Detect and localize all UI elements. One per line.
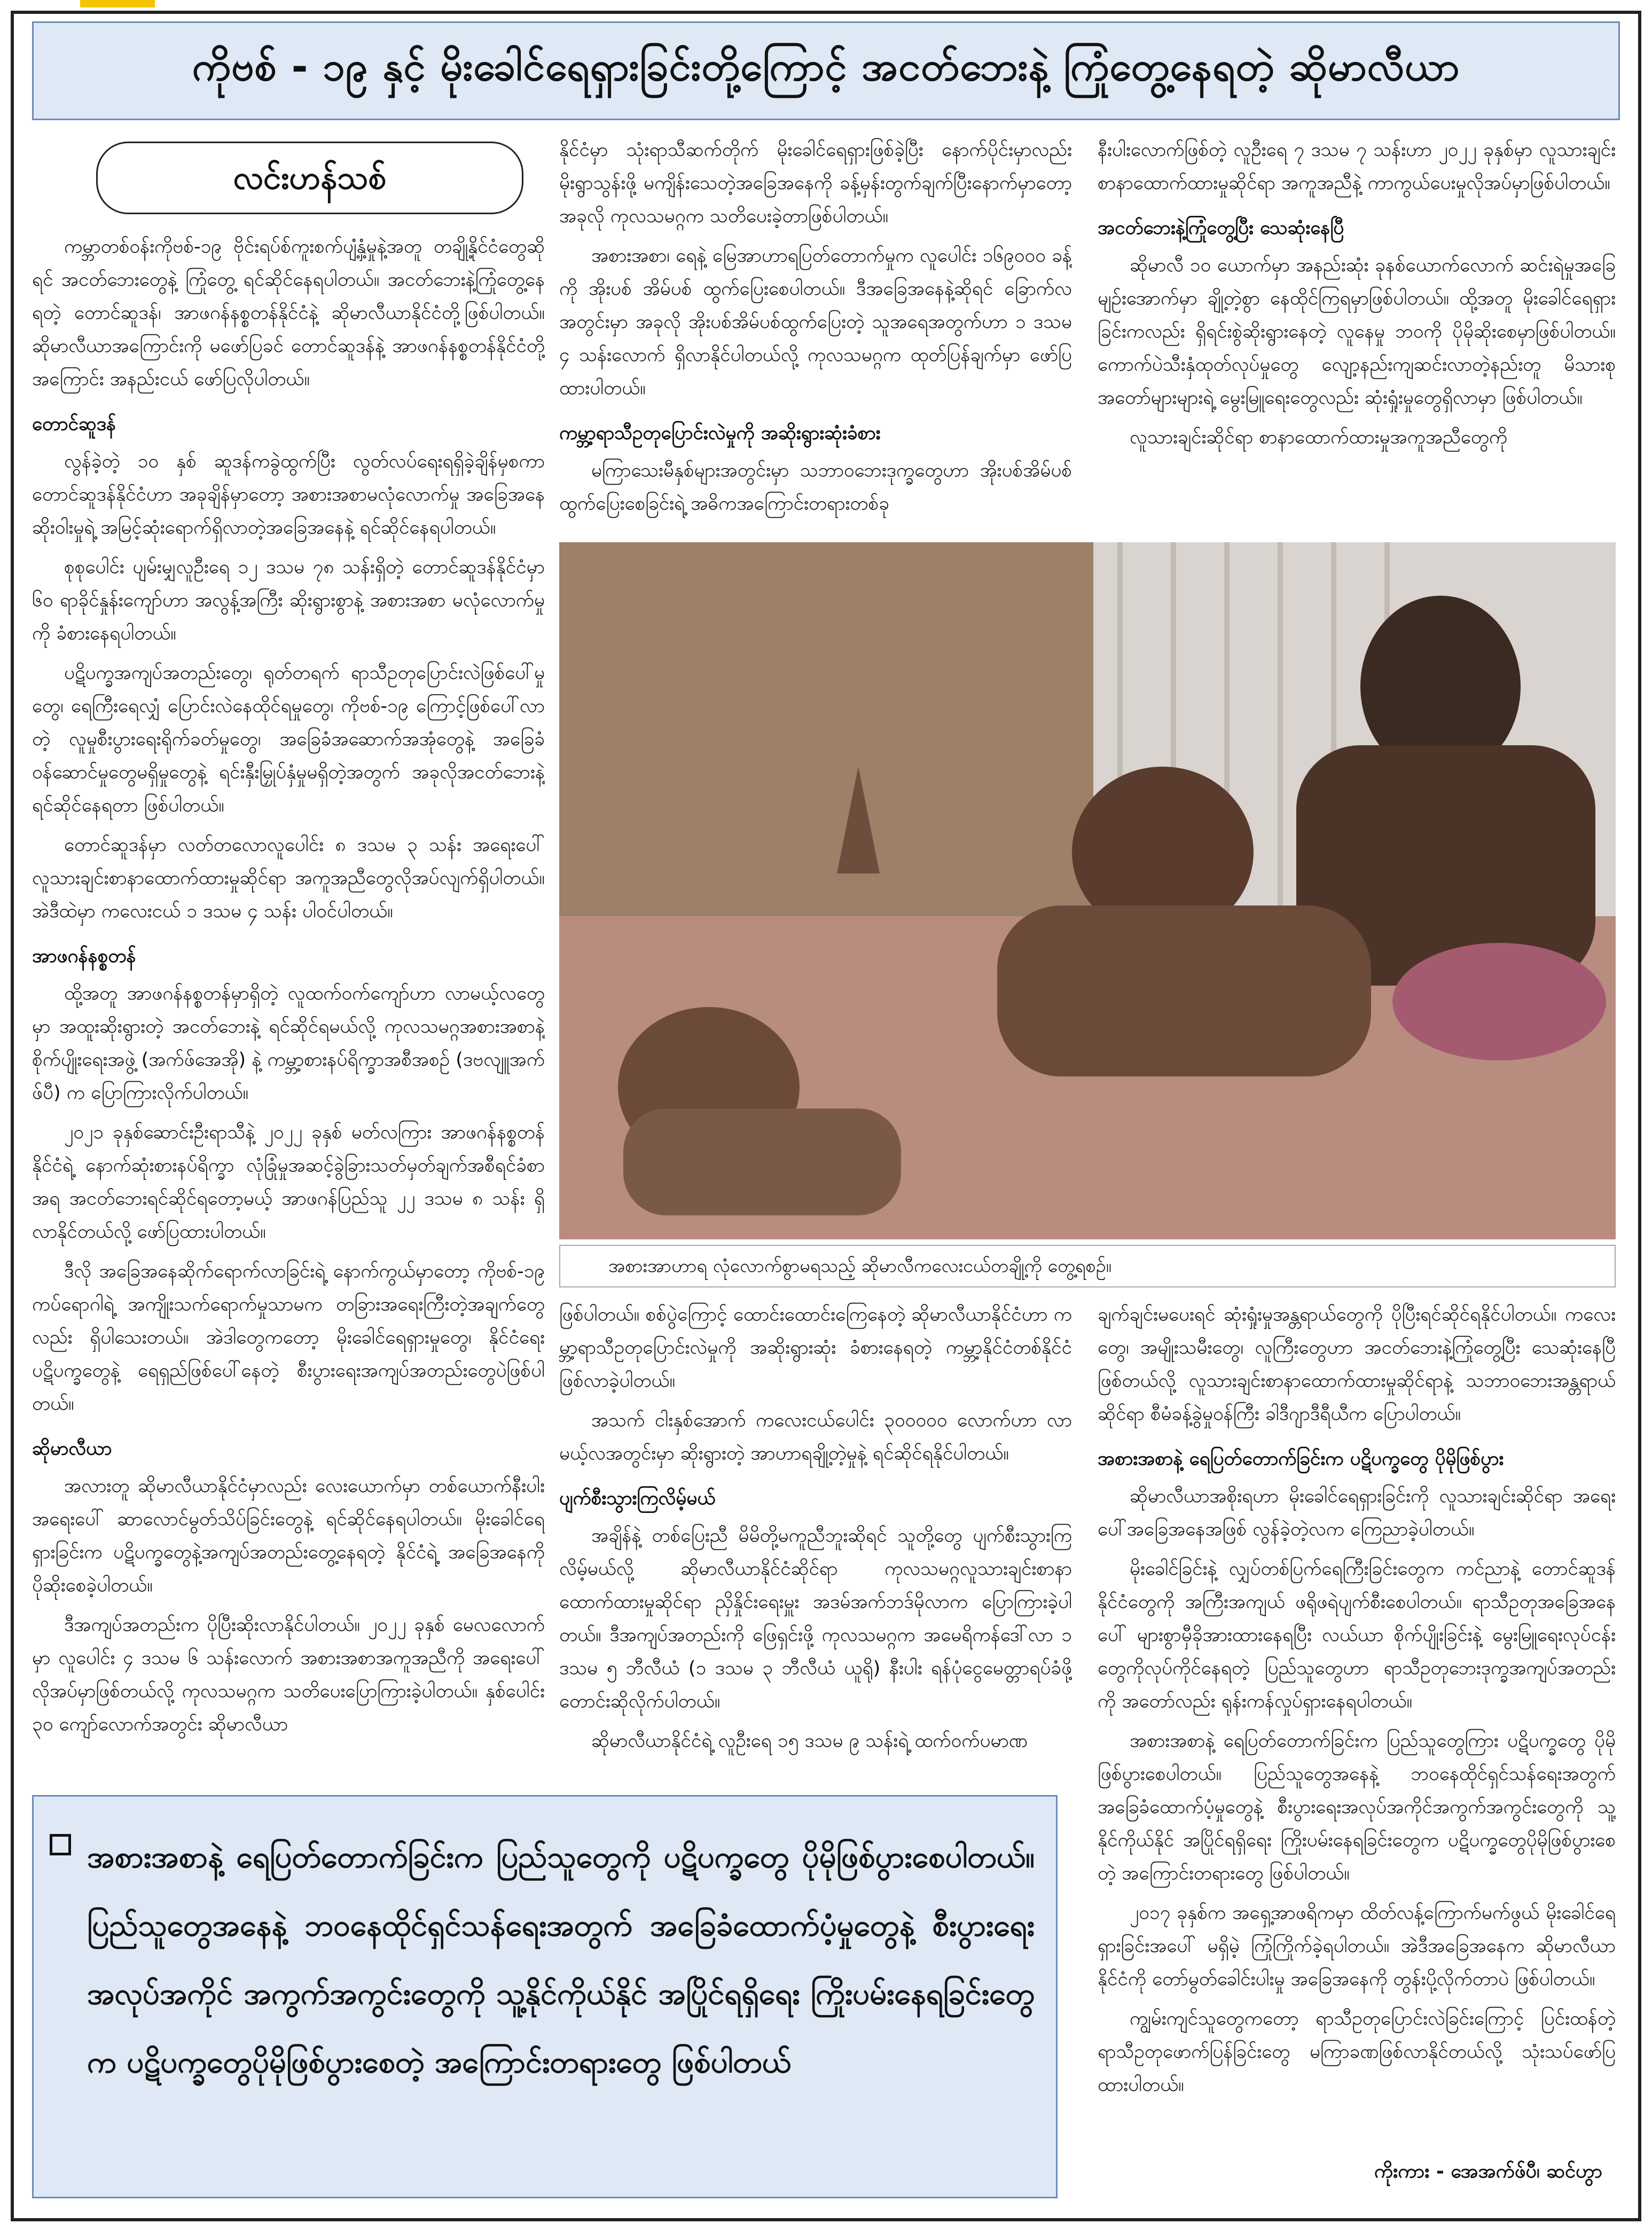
paragraph: ဆိုမာလီယာအစိုးရဟာ မိုးခေါင်ရေရှားခြင်းကို လူသားချင်းဆိုင်ရာ အရေးပေါ်အခြေအနေအဖြစ် လွန်ခဲ့တဲ့လက ကြေညာခဲ့ပါတယ်။ bbox=[1098, 1486, 1616, 1540]
column-2-lower bbox=[559, 1298, 1072, 1779]
section-heading: အစားအစာနဲ့ ရေပြတ်တောက်ခြင်းက ပဋိပက္ခတွေ ပိုမိုဖြစ်ပွား bbox=[1098, 1448, 1504, 1470]
paragraph: စုစုပေါင်း ပျမ်းမျှလူဦးရေ ၁၂ ဒသမ ၇၈ သန်းရှိတဲ့ တောင်ဆူဒန်နိုင်ငံမှာ ၆၀ ရာခိုင်နှုန်းကျော်ဟာ အလွန့်အကြီး ဆိုးရွားစွာနဲ့ အစားအစာ မလုံလောက်မှုကို ခံစားနေရပါတယ်။ bbox=[32, 557, 545, 644]
paragraph: ဒီအကျပ်အတည်းက ပိုပြီးဆိုးလာနိုင်ပါတယ်။ ၂၀၂၂ ခုနှစ် မေလလောက်မှာ လူပေါင်း ၄ ဒသမ ၆ သန်းလောက် အစားအစာအကူအညီကို အရေးပေါ်လိုအပ်မှာဖြစ်တယ်လို့ ကုလသမဂ္ဂက သတိပေးပြောကြားခဲ့ပါတယ်။ နှစ်ပေါင်း ၃၀ ကျော်လောက်အတွင်း ဆိုမာလီယာ bbox=[32, 1614, 545, 1735]
paragraph: မကြာသေးမီနှစ်များအတွင်းမှာ သဘာဝဘေးဒုက္ခတွေဟာ အိုးပစ်အိမ်ပစ်ထွက်ပြေးစေခြင်းရဲ့ အဓိကအကြောင်းတရားတစ်ခု bbox=[559, 460, 1072, 514]
column-2-body bbox=[559, 134, 1072, 520]
pull-quote-box bbox=[32, 1795, 1058, 2198]
checkbox-square-icon bbox=[50, 1834, 71, 1855]
source-credit: ကိုးကား - အေအက်ဖ်ပီ၊ ဆင်ဟွာ bbox=[1374, 2160, 1602, 2182]
paragraph: အစားအစာနဲ့ ရေပြတ်တောက်ခြင်းက ပြည်သူတွေကြား ပဋိပက္ခတွေ ပိုမိုဖြစ်ပွားစေပါတယ်။ ပြည်သူတွေအနေနဲ့ ဘဝနေထိုင်ရှင်သန်ရေးအတွက် အခြေခံထောက်ပံ့မှုတွေနဲ့ စီးပွားရေးအလုပ်အကိုင်အကွက်အကွင်းတွေကို သူ့နိုင်ကိုယ်နိုင် အပြိုင်ရရှိရေး ကြိုးပမ်းနေရခြင်းတွေက ပဋိပက္ခတွေပိုမိုဖြစ်ပွားစေတဲ့ အကြောင်းတရားတွေ ဖြစ်ပါတယ်။ bbox=[1098, 1730, 1616, 1884]
paragraph: လူသားချင်းဆိုင်ရာ စာနာထောက်ထားမှုအကူအညီတွေကို bbox=[1130, 427, 1508, 448]
paragraph: အသက် ငါးနှစ်အောက် ကလေးငယ်ပေါင်း ၃၀၀၀၀၀ လောက်ဟာ လာမယ့်လအတွင်းမှာ ဆိုးရွားတဲ့ အာဟာရချို့တဲ့မှုနဲ့ ရင်ဆိုင်ရနိုင်ပါတယ်။ bbox=[559, 1410, 1072, 1464]
paragraph: လွန်ခဲ့တဲ့ ၁၀ နှစ် ဆူဒန်ကခွဲထွက်ပြီး လွတ်လပ်ရေးရရှိခဲ့ချိန်မှစကာ တောင်ဆူဒန်နိုင်ငံဟာ အခုချိန်မှာတော့ အစားအစာမလုံလောက်မှု အခြေအနေဆိုးဝါးမှုရဲ့ အမြင့်ဆုံးရောက်ရှိလာတဲ့အခြေအနေနဲ့ ရင်ဆိုင်နေရပါတယ်။ bbox=[32, 451, 545, 539]
section-heading: အငတ်ဘေးနဲ့ကြုံတွေ့ပြီး သေဆုံးနေပြီ bbox=[1098, 217, 1344, 239]
headline-banner bbox=[32, 21, 1620, 120]
column-1-body bbox=[32, 230, 545, 1741]
paragraph: တောင်ဆူဒန်မှာ လတ်တလောလူပေါင်း ၈ ဒသမ ၃ သန်း အရေးပေါ်လူသားချင်းစာနာထောက်ထားမှုဆိုင်ရာ အကူအညီတွေလိုအပ်လျက်ရှိပါတယ်။ အဲဒီထဲမှာ ကလေးငယ် ၁ ဒသမ ၄ သန်း ပါဝင်ပါတယ်။ bbox=[32, 834, 545, 922]
paragraph: ဖြစ်ပါတယ်။ စစ်ပွဲကြောင့် ထောင်းထောင်းကြေနေတဲ့ ဆိုမာလီယာနိုင်ငံဟာ ကမ္ဘာ့ရာသီဥတုပြောင်းလဲမှုကို အဆိုးရွားဆုံး ခံစားနေရတဲ့ ကမ္ဘာ့နိုင်ငံတစ်နိုင်ငံ ဖြစ်လာခဲ့ပါတယ်။ bbox=[559, 1304, 1072, 1392]
column-3-lower bbox=[1098, 1298, 1616, 2153]
byline: လင်းဟန်သစ် bbox=[233, 159, 387, 197]
headline: ကိုဗစ် - ၁၉ နှင့် မိုးခေါင်ရေရှားခြင်းတို့ကြောင့် အငတ်ဘေးနဲ့ ကြုံတွေ့နေရတဲ့ ဆိုမာလီယာ bbox=[192, 44, 1460, 90]
column-3-lower-body bbox=[1098, 1298, 1616, 2102]
paragraph: ၂၀၁၇ ခုနှစ်က အရှေ့အာဖရိကမှာ ထိတ်လန့်ကြောက်မက်ဖွယ် မိုးခေါင်ရေရှားခြင်းအပေါ် မရှိမဲ့ ကြုံကြိုက်ခဲ့ရပါတယ်။ အဲဒီအခြေအနေက ဆိုမာလီယာနိုင်ငံကို တော်မွတ်ခေါင်းပါးမှု အခြေအနေကို တွန်းပို့လိုက်တာပဲ ဖြစ်ပါတယ်။ bbox=[1098, 1902, 1616, 1990]
paragraph: ပဋိပက္ခအကျပ်အတည်းတွေ၊ ရုတ်တရက် ရာသီဥတုပြောင်းလဲဖြစ်ပေါ်မှုတွေ၊ ရေကြီးရေလျှံ ပြောင်းလဲနေထိုင်ရမှုတွေ၊ ကိုဗစ်-၁၉ ကြောင့်ဖြစ်ပေါ်လာတဲ့ လူမှုစီးပွားရေးရိုက်ခတ်မှုတွေ၊ အခြေခံအဆောက်အအုံတွေနဲ့ အခြေခံဝန်ဆောင်မှုတွေမရှိမှုတွေနဲ့ ရင်းနှီးမြှုပ်နှံမှုမရှိတဲ့အတွက် အခုလိုအငတ်ဘေးနဲ့ ရင်ဆိုင်နေရတာ ဖြစ်ပါတယ်။ bbox=[32, 662, 545, 816]
paragraph: ဆိုမာလီယာနိုင်ငံရဲ့ လူဦးရေ ၁၅ ဒသမ ၉ သန်းရဲ့ ထက်ဝက်ပမာဏ bbox=[591, 1730, 1028, 1752]
photo-caption: အစားအာဟာရ လုံလောက်စွာမရသည့် ဆိုမာလီကလေးငယ်တချို့ကို တွေ့ရစဉ်။ bbox=[559, 1245, 1616, 1287]
section-heading: တောင်ဆူဒန် bbox=[32, 413, 116, 435]
article-photo bbox=[559, 542, 1616, 1239]
photo-illustration bbox=[559, 542, 1616, 1239]
byline-badge bbox=[96, 142, 523, 214]
top-accent-bar bbox=[80, 0, 155, 7]
paragraph: ဒီလို အခြေအနေဆိုက်ရောက်လာခြင်းရဲ့ နောက်ကွယ်မှာတော့ ကိုဗစ်-၁၉ ကပ်ရောဂါရဲ့ အကျိုးသက်ရောက်မှုသာမက တခြားအရေးကြီးတဲ့အချက်တွေလည်း ရှိပါသေးတယ်။ အဲဒါတွေကတော့ မိုးခေါင်ရေရှားမှုတွေ၊ နိုင်ငံရေးပဋိပက္ခတွေနဲ့ ရေရှည်ဖြစ်ပေါ်နေတဲ့ စီးပွားရေးအကျပ်အတည်းတွေပဲဖြစ်ပါတယ်။ bbox=[32, 1261, 545, 1415]
paragraph: အချိန်နဲ့ တစ်ပြေးညီ မိမိတို့မကူညီဘူးဆိုရင် သူတို့တွေ ပျက်စီးသွားကြလိမ့်မယ်လို့ ဆိုမာလီယာနိုင်ငံဆိုင်ရာ ကုလသမဂ္ဂလူသားချင်းစာနာထောက်ထားမှုဆိုင်ရာ ညှိနှိုင်းရေးမှူး အဒမ်အက်ဘဒ်မိုလာက ပြောကြားခဲ့ပါတယ်။ ဒီအကျပ်အတည်းကို ဖြေရှင်းဖို့ ကုလသမဂ္ဂက အမေရိကန်ဒေါ်လာ ၁ ဒသမ ၅ ဘီလီယံ (၁ ဒသမ ၃ ဘီလီယံ ယူရို) နီးပါး ရန်ပုံငွေမေတ္တာရပ်ခံဖို့ တောင်းဆိုလိုက်ပါတယ်။ bbox=[559, 1525, 1072, 1712]
paragraph: ကမ္ဘာတစ်ဝန်းကိုဗစ်-၁၉ ဗိုင်းရပ်စ်ကူးစက်ပျံ့နှံ့မှုနဲ့အတူ တချို့နိုင်ငံတွေဆိုရင် အငတ်ဘေးတွေနဲ့ ကြုံတွေ့ ရင်ဆိုင်နေရပါတယ်။ အငတ်ဘေးနဲ့ကြုံတွေ့နေရတဲ့ တောင်ဆူဒန်၊ အာဖဂန်နစ္စတန်နိုင်ငံနဲ့ ဆိုမာလီယာနိုင်ငံတို့ဖြစ်ပါတယ်။ ဆိုမာလီယာအကြောင်းကို မဖော်ပြခင် တောင်ဆူဒန်နဲ့ အာဖဂန်နစ္စတန်နိုင်ငံတို့အကြောင်း အနည်းငယ် ဖော်ပြလိုပါတယ်။ bbox=[32, 236, 545, 390]
paragraph: အစားအစာ၊ ရေနဲ့ မြေအာဟာရပြတ်တောက်မှုက လူပေါင်း ၁၆၉၀၀၀ ခန့်ကို အိုးပစ် အိမ်ပစ် ထွက်ပြေးစေပါတယ်။ ဒီအခြေအနေနဲ့ဆိုရင် ခြောက်လအတွင်းမှာ အခုလို အိုးပစ်အိမ်ပစ်ထွက်ပြေးတဲ့ သူအရေအတွက်ဟာ ၁ ဒသမ ၄ သန်းလောက် ရှိလာနိုင်ပါတယ်လို့ ကုလသမဂ္ဂက ထုတ်ပြန်ချက်မှာ ဖော်ပြထားပါတယ်။ bbox=[559, 245, 1072, 399]
pull-quote-text: အစားအစာနဲ့ ရေပြတ်တောက်ခြင်းက ပြည်သူတွေကို ပဋိပက္ခတွေ ပိုမိုဖြစ်ပွားစေပါတယ်။ ပြည်သူတွေအနေနဲ့ ဘဝနေထိုင်ရှင်သန်ရေးအတွက် အခြေခံထောက်ပံ့မှုတွေနဲ့ စီးပွားရေးအလုပ်အကိုင် အကွက်အကွင်းတွေကို သူ့နိုင်ကိုယ်နိုင် အပြိုင်ရရှိရေး ကြိုးပမ်းနေရခြင်းတွေက ပဋိပက္ခတွေပိုမိုဖြစ်ပွားစေတဲ့ အကြောင်းတရားတွေ ဖြစ်ပါတယ် bbox=[87, 1840, 1035, 2080]
section-heading: အာဖဂန်နစ္စတန် bbox=[32, 946, 136, 967]
column-2 bbox=[559, 134, 1072, 540]
column-3 bbox=[1098, 134, 1616, 540]
paragraph: ဆိုမာလီ ၁၀ ယောက်မှာ အနည်းဆုံး ခုနစ်ယောက်လောက် ဆင်းရဲမှုအခြေမျဉ်းအောက်မှာ ချို့တဲ့စွာ နေထိုင်ကြရမှာဖြစ်ပါတယ်။ ထို့အတူ မိုးခေါင်ရေရှားခြင်းကလည်း ရှိရင်းစွဲဆိုးရွားနေတဲ့ လူနေမှု ဘဝကို ပိုမိုဆိုးစေမှာဖြစ်ပါတယ်။ ကောက်ပဲသီးနှံထုတ်လုပ်မှုတွေ လျော့နည်းကျဆင်းလာတဲ့နည်းတူ မိသားစုအတော်များများရဲ့ မွေးမြူရေးတွေလည်း ဆုံးရှုံးမှုတွေရှိလာမှာ ဖြစ်ပါတယ်။ bbox=[1098, 255, 1616, 409]
paragraph: ချက်ချင်းမပေးရင် ဆုံးရှုံးမှုအန္တရာယ်တွေကို ပိုပြီးရင်ဆိုင်ရနိုင်ပါတယ်။ ကလေးတွေ၊ အမျိုးသမီးတွေ၊ လူကြီးတွေဟာ အငတ်ဘေးနဲ့ကြုံတွေ့ပြီး သေဆုံးနေပြီဖြစ်တယ်လို့ လူသားချင်းစာနာထောက်ထားမှုဆိုင်ရာနဲ့ သဘာဝဘေးအန္တရာယ်ဆိုင်ရာ စီမံခန့်ခွဲမှုဝန်ကြီး ခါဒီဂျာဒီရီယီက ပြောပါတယ်။ bbox=[1098, 1304, 1616, 1425]
column-1 bbox=[32, 134, 545, 1779]
paragraph: ကျွမ်းကျင်သူတွေကတော့ ရာသီဥတုပြောင်းလဲခြင်းကြောင့် ပြင်းထန်တဲ့ ရာသီဥတုဖောက်ပြန်ခြင်းတွေ မကြာခဏဖြစ်လာနိုင်တယ်လို့ သုံးသပ်ဖော်ပြထားပါတယ်။ bbox=[1098, 2008, 1616, 2096]
paragraph: မိုးခေါင်ခြင်းနဲ့ လျှပ်တစ်ပြက်ရေကြီးခြင်းတွေက ကင်ညာနဲ့ တောင်ဆူဒန်နိုင်ငံတွေကို အကြီးအကျယ် ဖရိုဖရဲပျက်စီးစေပါတယ်။ ရာသီဥတုအခြေအနေပေါ် များစွာမှီခိုအားထားနေရပြီး လယ်ယာ စိုက်ပျိုးခြင်းနဲ့ မွေးမြူရေးလုပ်ငန်းတွေကိုလုပ်ကိုင်နေရတဲ့ ပြည်သူတွေဟာ ရာသီဥတုဘေးဒုက္ခအကျပ်အတည်းကို အတော်လည်း ရုန်းကန်လှုပ်ရှားနေရပါတယ်။ bbox=[1098, 1558, 1616, 1712]
paragraph: နိုင်ငံမှာ သုံးရာသီဆက်တိုက် မိုးခေါင်ရေရှားဖြစ်ခဲ့ပြီး နောက်ပိုင်းမှာလည်း မိုးရွာသွန်းဖို့ မကျိန်းသေတဲ့အခြေအနေကို ခန့်မှန်းတွက်ချက်ပြီးနောက်မှာတော့ အခုလို ကုလသမဂ္ဂက သတိပေးခဲ့တာဖြစ်ပါတယ်။ bbox=[559, 139, 1072, 227]
section-heading: ကမ္ဘာ့ရာသီဥတုပြောင်းလဲမှုကို အဆိုးရွားဆုံးခံစား bbox=[559, 423, 881, 444]
paragraph: အလားတူ ဆိုမာလီယာနိုင်ငံမှာလည်း လေးယောက်မှာ တစ်ယောက်နီးပါး အရေးပေါ် ဆာလောင်မွတ်သိပ်ခြင်းတွေနဲ့ ရင်ဆိုင်နေရပါတယ်။ မိုးခေါင်ရေရှားခြင်းက ပဋိပက္ခတွေနဲ့အကျပ်အတည်းတွေ့နေရတဲ့ နိုင်ငံရဲ့ အခြေအနေကို ပိုဆိုးစေခဲ့ပါတယ်။ bbox=[32, 1476, 545, 1596]
section-heading: ဆိုမာလီယာ bbox=[32, 1438, 112, 1460]
paragraph: ထို့အတူ အာဖဂန်နစ္စတန်မှာရှိတဲ့ လူထက်ဝက်ကျော်ဟာ လာမယ့်လတွေမှာ အထူးဆိုးရွားတဲ့ အငတ်ဘေးနဲ့ ရင်ဆိုင်ရမယ်လို့ ကုလသမဂ္ဂအစားအစာနဲ့ စိုက်ပျိုးရေးအဖွဲ့ (အက်ဖ်အေအို) နဲ့ ကမ္ဘာ့စားနပ်ရိက္ခာအစီအစဉ် (ဒဗလျူအက်ဖ်ပီ) က ပြောကြားလိုက်ပါတယ်။ bbox=[32, 983, 545, 1104]
paragraph: ၂၀၂၁ ခုနှစ်ဆောင်းဦးရာသီနဲ့ ၂၀၂၂ ခုနှစ် မတ်လကြား အာဖဂန်နစ္စတန်နိုင်ငံရဲ့ နောက်ဆုံးစားနပ်ရိက္ခာ လုံခြုံမှုအဆင့်ခွဲခြားသတ်မှတ်ချက်အစီရင်ခံစာအရ အငတ်ဘေးရင်ဆိုင်ရတော့မယ့် အာဖဂန်ပြည်သူ ၂၂ ဒသမ ၈ သန်း ရှိလာနိုင်တယ်လို့ ဖော်ပြထားပါတယ်။ bbox=[32, 1122, 545, 1243]
paragraph: နီးပါးလောက်ဖြစ်တဲ့ လူဦးရေ ၇ ဒသမ ၇ သန်းဟာ ၂၀၂၂ ခုနှစ်မှာ လူသားချင်းစာနာထောက်ထားမှုဆိုင်ရာ အကူအညီနဲ့ ကာကွယ်ပေးမှုလိုအပ်မှာဖြစ်ပါတယ်။ bbox=[1098, 139, 1616, 194]
column-3-body bbox=[1098, 134, 1616, 454]
section-heading: ပျက်စီးသွားကြလိမ့်မယ် bbox=[559, 1488, 716, 1509]
column-2-lower-body bbox=[559, 1298, 1072, 1758]
